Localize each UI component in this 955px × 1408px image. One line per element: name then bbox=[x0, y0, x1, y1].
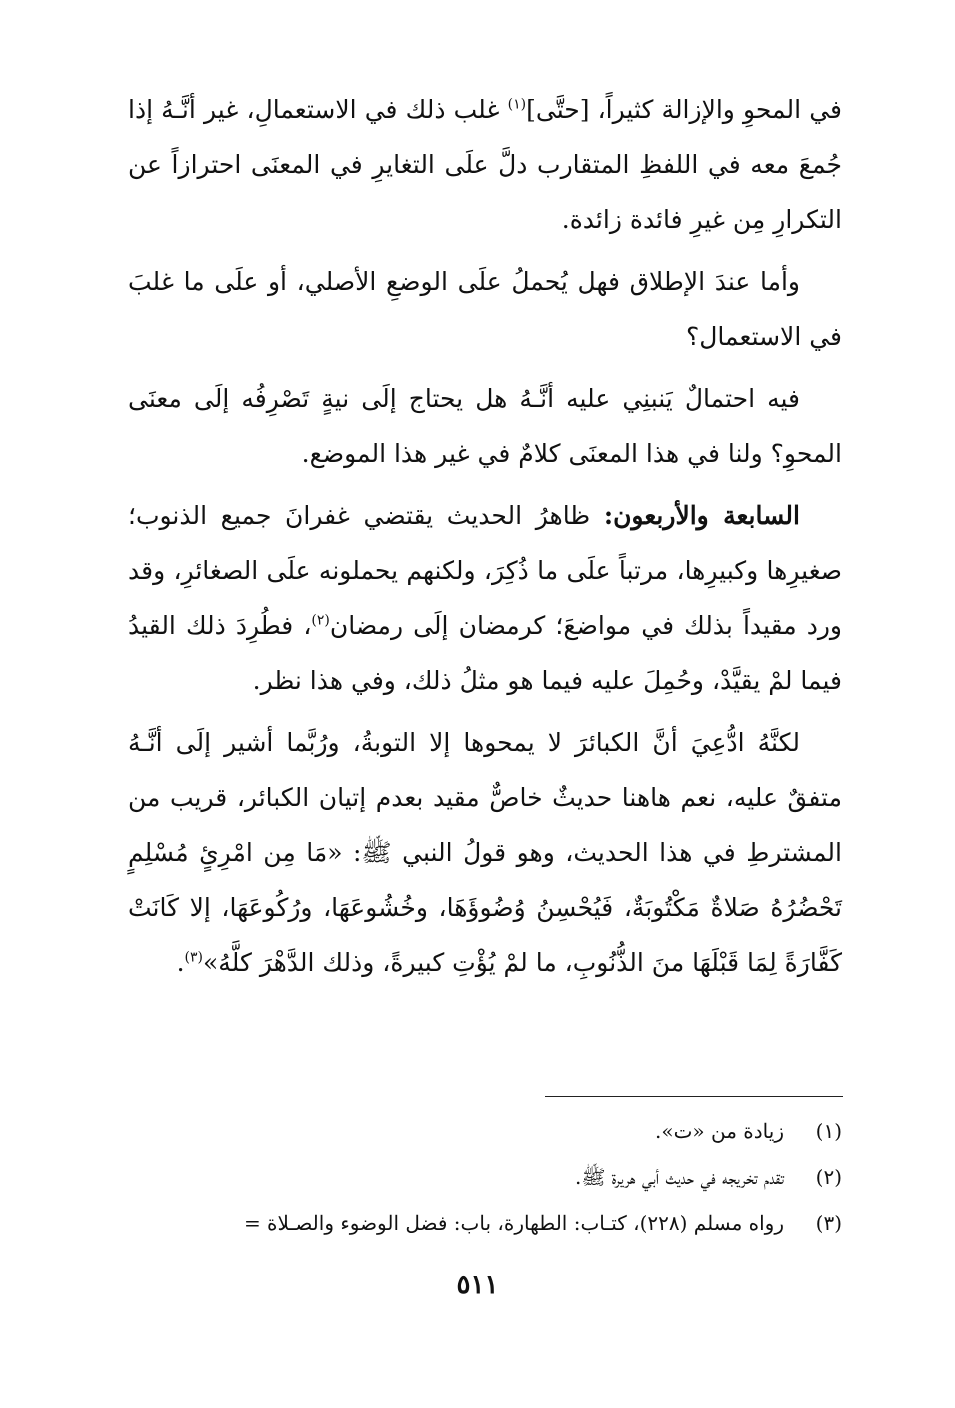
paragraph-2 bbox=[128, 254, 842, 364]
footnote-1-text: زيادة من «ت». bbox=[654, 1119, 784, 1143]
footnote-2-number: (٢) bbox=[815, 1165, 842, 1189]
footnotes bbox=[150, 1108, 842, 1246]
paragraph-5 bbox=[128, 715, 842, 990]
footnote-1-number: (١) bbox=[815, 1119, 842, 1143]
footnote-ref-2: (٢) bbox=[311, 612, 330, 629]
footnote-1 bbox=[150, 1108, 842, 1154]
footnote-ref-3: (٣) bbox=[184, 949, 203, 966]
paragraph-3-text: فيه احتمالٌ يَنبنِي عليه أنَّـهُ هل يحتاج إلَى نيةٍ تَصْرِفُه إلَى معنَى المحوِ؟ ولنا في هذا المعنَى كلامٌ في غير هذا الموضع. bbox=[128, 384, 842, 468]
page-number: ٥١١ bbox=[456, 1270, 499, 1300]
paragraph-3 bbox=[128, 371, 842, 481]
footnote-separator bbox=[545, 1096, 843, 1097]
footnote-2 bbox=[150, 1154, 842, 1200]
paragraph-1 bbox=[128, 82, 842, 247]
paragraph-4-text-after: ، فطُرِدَ ذلك القيدُ فيما لمْ يقيَّدْ، وحُمِلَ عليه فيما هو مثلُ ذلك، وفي هذا نظر. bbox=[128, 611, 842, 695]
paragraph-1-text: في المحوِ والإزالة كثيراً، [حتَّى] bbox=[526, 95, 842, 124]
footnote-3-number: (٣) bbox=[815, 1211, 842, 1235]
paragraph-4-text: ظاهرُ الحديث يقتضي غفرانَ جميع الذنوب؛ صغيرِها وكبيرِها، مرتباً علَى ما ذُكِرَ، ولكنهم يحملونه علَى الصغائرِ، وقد ورد مقيداً بذلك في مواضعَ؛ كرمضان إلَى رمضان bbox=[128, 501, 842, 640]
paragraph-4 bbox=[128, 488, 842, 708]
footnote-2-text: تقدم تخريجه في حديث أبي هريرة ﷺ. bbox=[574, 1165, 784, 1189]
footnote-3-text: رواه مسلم (٢٢٨)، كتـاب: الطهارة، باب: فضل الوضوء والصـلاة = bbox=[243, 1211, 784, 1235]
footnote-ref-1: (١) bbox=[507, 96, 527, 113]
paragraph-1-text-after: غلب ذلك في الاستعمالِ، غير أنَّـهُ إذا جُمعَ معه في اللفظِ المتقارب دلَّ علَى التغايرِ في المعنَى احترازاً عن التكرارِ مِن غيرِ فائدة زائدة. bbox=[128, 95, 842, 234]
paragraph-2-text: وأما عندَ الإطلاق فهل يُحملُ علَى الوضعِ الأصلي، أو علَى ما غلبَ في الاستعمال؟ bbox=[128, 267, 842, 351]
main-text bbox=[128, 82, 842, 997]
paragraph-5-text: لكنَّهُ ادُّعِيَ أنَّ الكبائرَ لا يمحوها إلا التوبةُ، ورُبَّما أشير إلَى أنَّـهُ متفقٌ عليه، نعم هاهنا حديثٌ خاصٌّ مقيد بعدم إتيان الكبائر، قريب من المشترطِ في هذا الحديث، وهو قولُ النبي ﷺ: «مَا مِن امْرِئٍ مُسْلِمٍ تَحْضُرُهُ صَلاةٌ مَكْتُوبَةٌ، فَيُحْسِنُ وُضُوؤَهَا، وخُشُوعَهَا، ورُكُوعَهَا، إلا كَانَتْ كَفَّارَةً لِمَا قَبْلَهَا منَ الذُّنُوبِ، ما لمْ يُؤْتِ كبيرةً، وذلك الدَّهْرَ كلَّهُ» bbox=[128, 728, 842, 977]
paragraph-4-lead: السابعة والأربعون: bbox=[603, 501, 800, 530]
footnote-3 bbox=[150, 1200, 842, 1246]
paragraph-5-text-after: . bbox=[176, 948, 185, 977]
